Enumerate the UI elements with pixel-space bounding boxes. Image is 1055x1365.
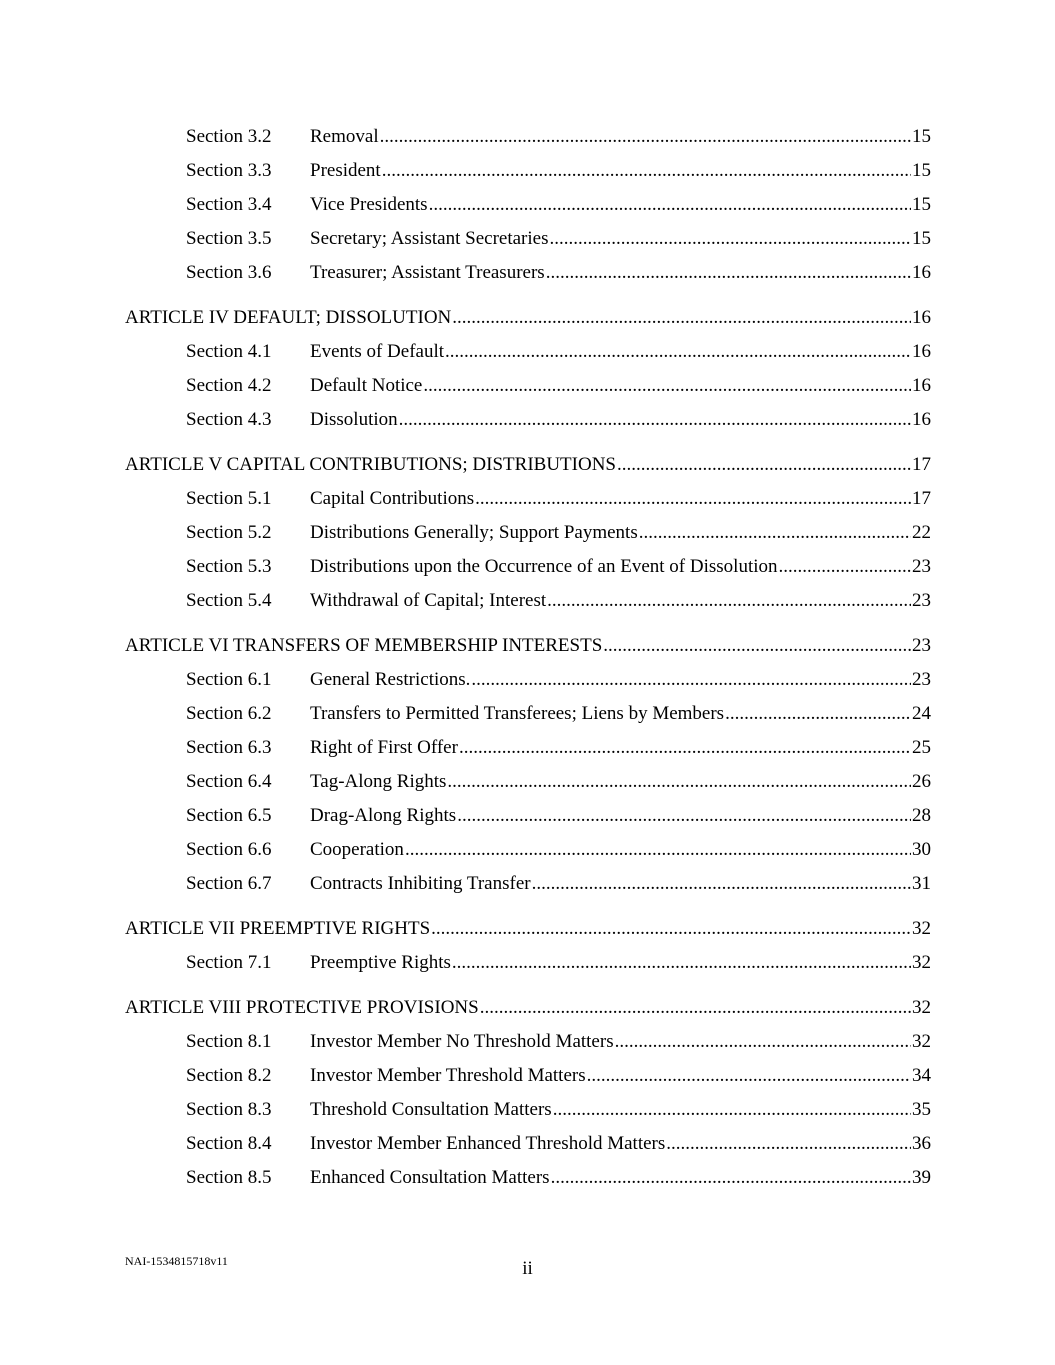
toc-section-number: Section 7.1: [186, 952, 272, 974]
toc-page-number: 31: [912, 873, 931, 895]
toc-page-number: 22: [912, 522, 931, 544]
dot-leader: [553, 1095, 911, 1125]
toc-page-number: 25: [912, 737, 931, 759]
toc-section-number: Section 3.4: [186, 194, 272, 216]
toc-section-entry: [125, 801, 931, 835]
dot-leader: [475, 484, 911, 514]
toc-section-number: Section 8.1: [186, 1030, 272, 1052]
toc-entry-title: Dissolution: [310, 409, 398, 431]
toc-section-entry: [125, 1061, 931, 1095]
dot-leader: [551, 1163, 911, 1193]
toc-section-entry: [125, 337, 931, 371]
toc-section-entry: [125, 156, 931, 190]
toc-section-entry: [125, 1163, 931, 1197]
toc-entry-title: Vice Presidents: [310, 194, 428, 216]
toc-article-entry: [125, 631, 931, 665]
toc-section-entry: [125, 122, 931, 156]
toc-entry-title: Secretary; Assistant Secretaries: [310, 228, 549, 250]
dot-leader: [445, 337, 911, 367]
toc-section-number: Section 5.4: [186, 590, 272, 612]
toc-article-entry: [125, 914, 931, 948]
toc-section-number: Section 3.5: [186, 228, 272, 250]
toc-page-number: 16: [912, 306, 931, 328]
dot-leader: [639, 518, 911, 548]
toc-section-entry: [125, 948, 931, 982]
toc-section-entry: [125, 224, 931, 258]
toc-page-number: 35: [912, 1099, 931, 1121]
toc-entry-title: Cooperation: [310, 839, 404, 861]
toc-page-number: 32: [912, 1030, 931, 1052]
dot-leader: [447, 767, 911, 797]
toc-section-entry: [125, 405, 931, 439]
toc-page-number: 30: [912, 839, 931, 861]
toc-page-number: 16: [912, 375, 931, 397]
toc-page-number: 15: [912, 194, 931, 216]
dot-leader: [382, 156, 911, 186]
toc-page-number: 16: [912, 341, 931, 363]
toc-section-entry: [125, 767, 931, 801]
dot-leader: [615, 1027, 911, 1057]
toc-entry-title: Distributions Generally; Support Payments: [310, 522, 638, 544]
toc-section-number: Section 6.5: [186, 805, 272, 827]
toc-page-number: 23: [912, 668, 931, 690]
toc-entry-title: General Restrictions.: [310, 668, 471, 690]
toc-section-number: Section 6.6: [186, 839, 272, 861]
toc-entry-title: ARTICLE IV DEFAULT; DISSOLUTION: [125, 306, 452, 328]
toc-entry-title: ARTICLE VIII PROTECTIVE PROVISIONS: [125, 996, 479, 1018]
dot-leader: [380, 122, 911, 152]
dot-leader: [405, 835, 911, 865]
toc-section-number: Section 6.2: [186, 703, 272, 724]
toc-section-number: Section 6.4: [186, 771, 272, 793]
toc-entry-title: Contracts Inhibiting Transfer: [310, 873, 531, 895]
toc-entry-title: Right of First Offer: [310, 737, 458, 759]
toc-section-number: Section 4.2: [186, 375, 272, 397]
dot-leader: [547, 586, 911, 616]
toc-page-number: 16: [912, 409, 931, 431]
toc-entry-title: President: [310, 160, 381, 182]
dot-leader: [532, 869, 911, 899]
toc-section-entry: [125, 1129, 931, 1163]
toc-page-number: 32: [912, 996, 931, 1018]
toc-section-number: Section 6.1: [186, 668, 272, 690]
toc-section-number: Section 8.4: [186, 1133, 272, 1155]
toc-page-number: 24: [912, 703, 931, 724]
toc-entry-title: ARTICLE VI TRANSFERS OF MEMBERSHIP INTERESTS: [125, 634, 603, 656]
toc-section-number: Section 6.3: [186, 737, 272, 759]
toc-section-entry: [125, 552, 931, 586]
dot-leader: [725, 699, 911, 729]
dot-leader: [452, 303, 911, 333]
toc-section-number: Section 8.5: [186, 1167, 272, 1189]
dot-leader: [429, 190, 911, 220]
toc-entry-title: Capital Contributions: [310, 487, 475, 509]
toc-entry-title: ARTICLE V CAPITAL CONTRIBUTIONS; DISTRIBUTIONS: [125, 453, 616, 475]
toc-page-number: 23: [912, 590, 931, 612]
toc-page-number: 32: [912, 952, 931, 974]
dot-leader: [603, 631, 911, 661]
toc-section-number: Section 8.3: [186, 1099, 272, 1121]
dot-leader: [457, 801, 911, 831]
table-of-contents: [125, 122, 931, 1197]
toc-article-entry: [125, 450, 931, 484]
dot-leader: [546, 258, 911, 288]
toc-entry-title: Investor Member Enhanced Threshold Matters: [310, 1133, 666, 1155]
dot-leader: [399, 405, 911, 435]
document-id: NAI-1534815718v11: [125, 1254, 228, 1268]
dot-leader: [617, 450, 911, 480]
toc-page-number: 15: [912, 160, 931, 182]
toc-page-number: 34: [912, 1064, 931, 1086]
toc-entry-title: Enhanced Consultation Matters: [310, 1167, 550, 1189]
toc-entry-title: Transfers to Permitted Transferees; Liens by Members: [310, 703, 725, 724]
toc-section-number: Section 3.3: [186, 160, 272, 182]
toc-entry-title: Investor Member No Threshold Matters: [310, 1030, 614, 1052]
toc-page-number: 17: [912, 487, 931, 509]
toc-page-number: 23: [912, 556, 931, 578]
dot-leader: [423, 371, 911, 401]
toc-entry-title: Withdrawal of Capital; Interest: [310, 590, 547, 612]
toc-section-number: Section 4.1: [186, 341, 272, 363]
toc-article-entry: [125, 303, 931, 337]
toc-page-number: 32: [912, 918, 931, 940]
dot-leader: [666, 1129, 911, 1159]
toc-entry-title: Threshold Consultation Matters: [310, 1099, 552, 1121]
toc-entry-title: Distributions upon the Occurrence of an Event of Dissolution: [310, 556, 778, 578]
toc-entry-title: Removal: [310, 126, 379, 147]
toc-section-entry: [125, 1027, 931, 1061]
toc-entry-title: Default Notice: [310, 375, 423, 397]
dot-leader: [431, 914, 911, 944]
dot-leader: [549, 224, 911, 254]
toc-entry-title: Tag-Along Rights: [310, 771, 447, 793]
dot-leader: [480, 993, 911, 1023]
toc-section-entry: [125, 484, 931, 518]
dot-leader: [459, 733, 911, 763]
toc-section-entry: [125, 869, 931, 903]
toc-section-entry: [125, 371, 931, 405]
toc-section-number: Section 5.1: [186, 487, 272, 509]
toc-section-entry: [125, 518, 931, 552]
toc-section-number: Section 8.2: [186, 1064, 272, 1086]
toc-section-number: Section 4.3: [186, 409, 272, 431]
toc-section-number: Section 6.7: [186, 873, 272, 895]
toc-section-entry: [125, 665, 931, 699]
toc-section-entry: [125, 258, 931, 292]
toc-entry-title: Investor Member Threshold Matters: [310, 1064, 586, 1086]
toc-section-number: Section 5.2: [186, 522, 272, 544]
toc-article-entry: [125, 993, 931, 1027]
toc-page-number: 16: [912, 262, 931, 284]
toc-page-number: 26: [912, 771, 931, 793]
toc-entry-title: Treasurer; Assistant Treasurers: [310, 262, 545, 284]
toc-page-number: 23: [912, 634, 931, 656]
toc-page-number: 17: [912, 453, 931, 475]
toc-section-number: Section 5.3: [186, 556, 272, 578]
toc-section-entry: [125, 586, 931, 620]
toc-section-entry: [125, 190, 931, 224]
toc-page-number: 15: [912, 228, 931, 250]
toc-section-entry: [125, 733, 931, 767]
toc-entry-title: ARTICLE VII PREEMPTIVE RIGHTS: [125, 918, 431, 940]
dot-leader: [471, 665, 911, 695]
toc-entry-title: Preemptive Rights: [310, 952, 451, 974]
toc-page-number: 15: [912, 126, 931, 147]
toc-entry-title: Events of Default: [310, 341, 445, 363]
dot-leader: [452, 948, 911, 978]
toc-section-entry: [125, 835, 931, 869]
toc-section-entry: [125, 699, 931, 733]
toc-section-number: Section 3.6: [186, 262, 272, 284]
toc-section-entry: [125, 1095, 931, 1129]
toc-page-number: 36: [912, 1133, 931, 1155]
toc-page-number: 39: [912, 1167, 931, 1189]
page-number: ii: [522, 1258, 533, 1279]
toc-section-number: Section 3.2: [186, 126, 272, 147]
toc-entry-title: Drag-Along Rights: [310, 805, 457, 827]
dot-leader: [587, 1061, 911, 1091]
dot-leader: [779, 552, 911, 582]
toc-page-number: 28: [912, 805, 931, 827]
